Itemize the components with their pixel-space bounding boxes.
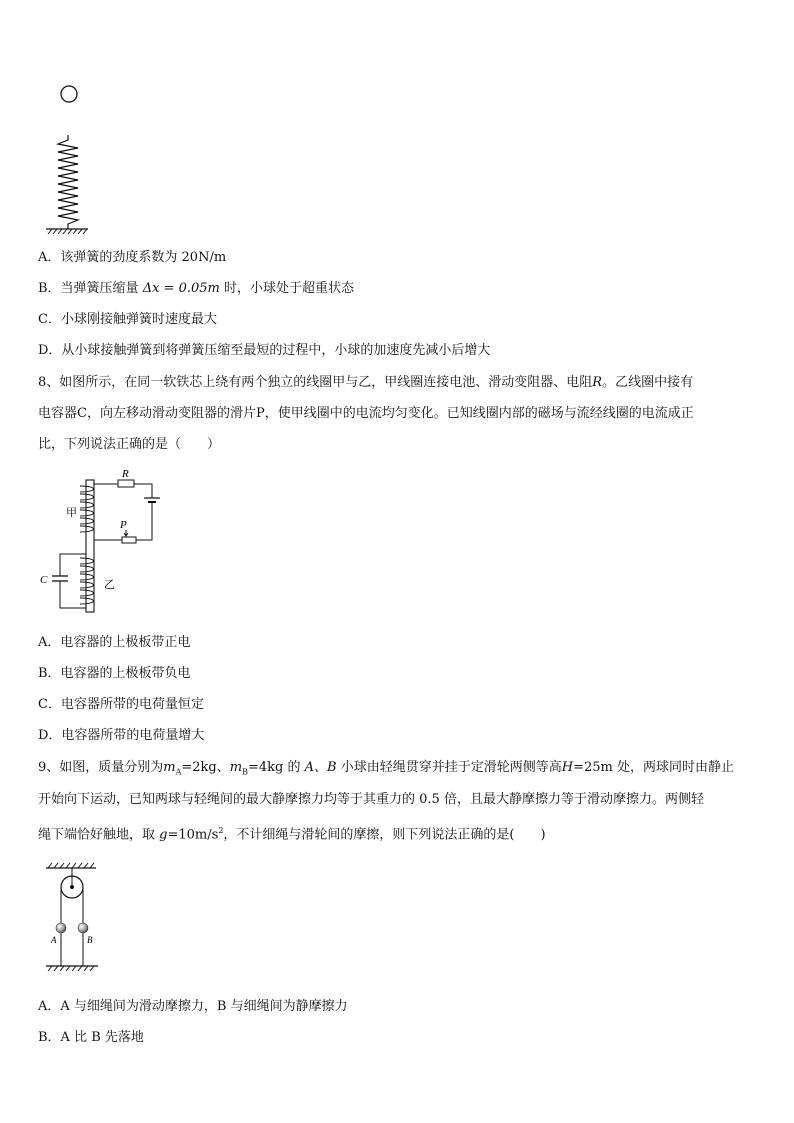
- q8-option-c: C．电容器所带的电荷量恒定: [38, 697, 204, 712]
- pulley-axle: [70, 885, 74, 889]
- pulley-figure: [42, 862, 112, 977]
- coil-yi: [80, 558, 94, 604]
- q7-option-b-math: Δx = 0.05m: [142, 281, 220, 296]
- label-b: B: [87, 935, 93, 945]
- label-r: R: [122, 468, 129, 480]
- ceiling-hatch: [48, 863, 94, 868]
- ball-a: [56, 923, 66, 933]
- label-a: A: [51, 935, 57, 945]
- q9-stem-line-3: 绳下端恰好触地，取 $g=10m/s^2$，不计细绳与滑轮间的摩擦，则下列说法正确的是( ): [38, 826, 546, 843]
- label-jia: 甲: [66, 506, 77, 519]
- q8-stem-line-3: 比，下列说法正确的是（ ）: [38, 437, 221, 452]
- q9-stem-line-1: 9、如图，质量分别为$m_A=2kg$、$m_B=4kg$ 的 A、B 小球由轻绳贯穿并挂于定滑轮两侧等高H=25m 处，两球同时由静止: [38, 760, 734, 777]
- label-p: P: [120, 519, 127, 531]
- ground-hatch: [48, 229, 87, 234]
- q8-option-a: A．电容器的上极板带正电: [38, 635, 191, 650]
- q8-option-d: D．电容器所带的电荷量增大: [38, 728, 205, 743]
- coil-jia: [80, 486, 94, 532]
- q8-stem-line-1: 8、如图所示，在同一软铁芯上绕有两个独立的线圈甲与乙，甲线圈连接电池、滑动变阻器、电阻R。乙线圈中接有: [38, 375, 694, 390]
- spring-ball-figure: [40, 80, 120, 240]
- q9-stem-line-2: 开始向下运动，已知两球与轻绳间的最大静摩擦力均等于其重力的 0.5 倍，且最大静摩擦力等于滑动摩擦力。两侧轻: [38, 792, 704, 807]
- resistor-r: [118, 480, 134, 487]
- q9-option-a: A．A 与细绳间为滑动摩擦力，B 与细绳间为静摩擦力: [38, 999, 348, 1014]
- spring-shape: [58, 135, 78, 229]
- rheostat: [122, 537, 136, 543]
- coil-circuit-figure: [36, 468, 171, 618]
- label-yi: 乙: [104, 578, 115, 591]
- q8-option-b: B．电容器的上极板带负电: [38, 666, 191, 681]
- floor-hatch: [48, 966, 94, 971]
- q7-option-d: D．从小球接触弹簧到将弹簧压缩至最短的过程中，小球的加速度先减小后增大: [38, 343, 491, 358]
- q7-option-b: B．当弹簧压缩量 Δx = 0.05m 时，小球处于超重状态: [38, 281, 355, 296]
- ball-b: [78, 923, 88, 933]
- q8-stem-line-2: 电容器C，向左移动滑动变阻器的滑片P，使甲线圈中的电流均匀变化。已知线圈内部的磁场与流经线圈的电流成正: [38, 406, 694, 421]
- q9-option-b: B．A 比 B 先落地: [38, 1030, 144, 1045]
- q7-option-c: C．小球刚接触弹簧时速度最大: [38, 312, 217, 327]
- ball-shape: [61, 86, 77, 102]
- q7-option-a: A．该弹簧的劲度系数为 20N/m: [38, 250, 227, 265]
- label-c: C: [40, 574, 48, 586]
